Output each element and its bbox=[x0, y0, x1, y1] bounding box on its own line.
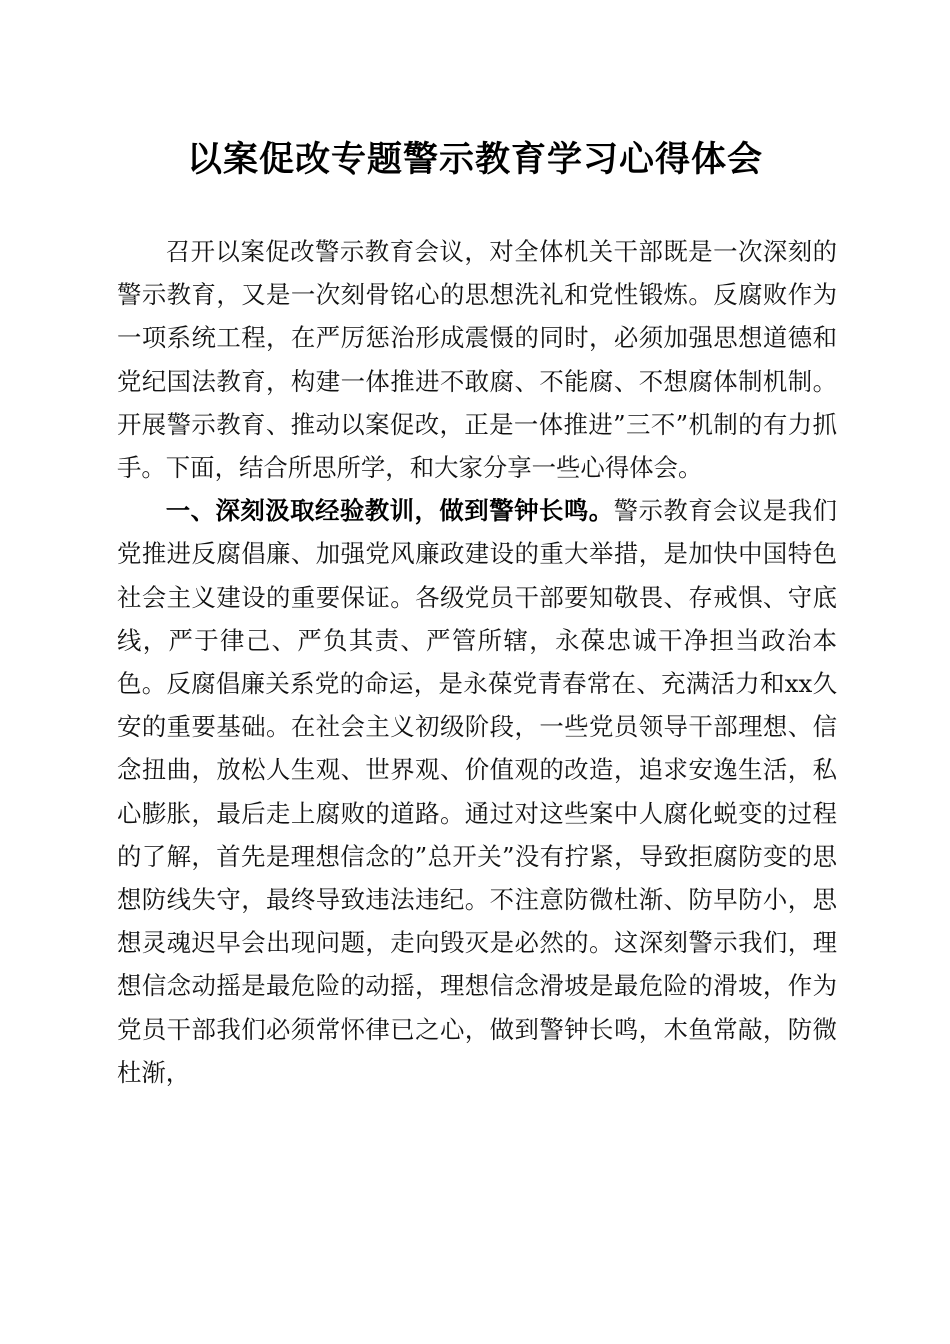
document-title: 以案促改专题警示教育学习心得体会 bbox=[186, 139, 763, 180]
paragraph-section-1 bbox=[117, 489, 837, 1094]
paragraph-text: 警示教育会议是我们党推进反腐倡廉、加强党风廉政建设的重大举措，是加快中国特色社会主义建设的重要保证。各级党员干部要知敬畏、存戒惧、守底线，严于律己、严负其责、严管所辖，永葆忠诚干净担当政治本色。反腐倡廉关系党的命运，是永葆党青春常在、充满活力和xx久安的重要基础。在社会主义初级阶段，一些党员领导干部理想、信念扭曲，放松人生观、世界观、价值观的改造，追求安逸生活，私心膨胀，最后走上腐败的道路。通过对这些案中人腐化蜕变的过程的了解，首先是理想信念的”总开关”没有拧紧，导致拒腐防变的思想防线失守，最终导致违法违纪。不注意防微杜渐、防早防小，思想灵魂迟早会出现问题，走向毁灭是必然的。这深刻警示我们，理想信念动摇是最危险的动摇，理想信念滑坡是最危险的滑坡，作为党员干部我们必须常怀律已之心，做到警钟长鸣，木鱼常敲，防微杜渐， bbox=[117, 496, 837, 1087]
paragraph-intro bbox=[117, 230, 837, 489]
section-heading: 一、深刻汲取经验教训，做到警钟长鸣。 bbox=[165, 496, 614, 526]
document-body bbox=[117, 230, 837, 1094]
paragraph-text: 召开以案促改警示教育会议，对全体机关干部既是一次深刻的警示教育，又是一次刻骨铭心的思想洗礼和党性锻炼。反腐败作为一项系统工程，在严厉惩治形成震慑的同时，必须加强思想道德和党纪国法教育，构建一体推进不敢腐、不能腐、不想腐体制机制。开展警示教育、推动以案促改，正是一体推进”三不”机制的有力抓手。下面，结合所思所学，和大家分享一些心得体会。 bbox=[117, 237, 837, 483]
